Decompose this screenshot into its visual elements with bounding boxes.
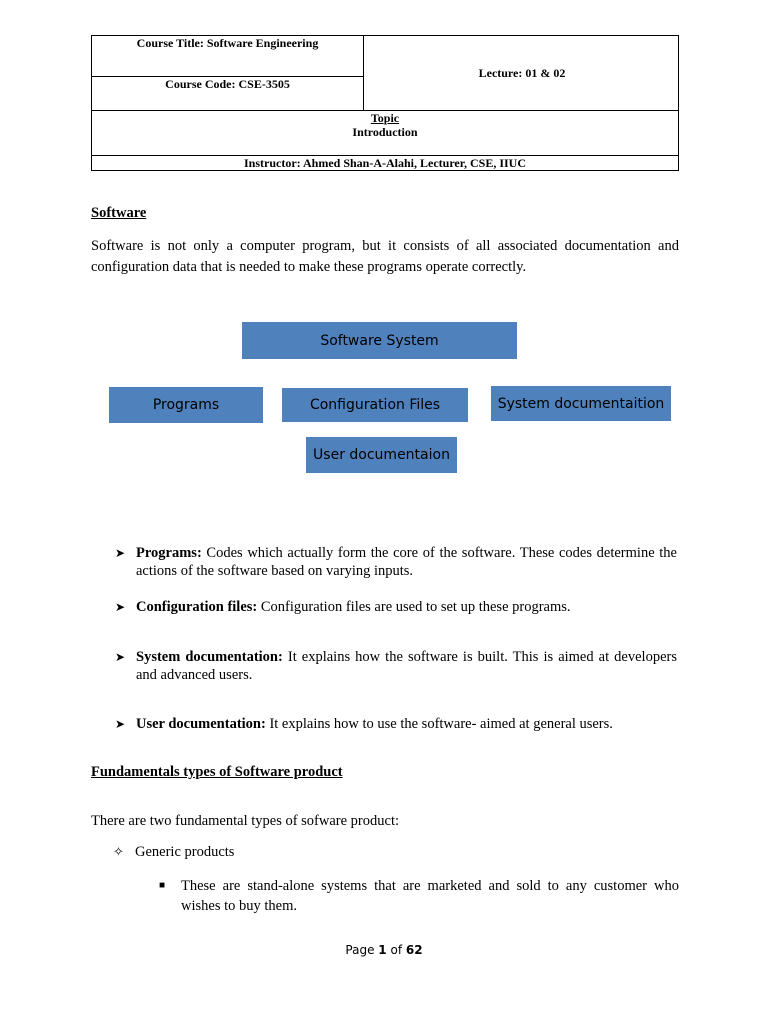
section-heading-software: Software bbox=[91, 205, 147, 221]
bullet-text: Configuration files are used to set up these programs. bbox=[257, 599, 571, 615]
bullet-term: User documentation: bbox=[136, 716, 266, 732]
fundamentals-intro: There are two fundamental types of sofware product: bbox=[91, 813, 400, 829]
course-code: Course Code: CSE-3505 bbox=[165, 77, 290, 91]
diagram-box-system-documentation: System documentaition bbox=[491, 386, 671, 421]
topic-value: Introduction bbox=[352, 125, 418, 139]
arrow-bullet-icon: ➤ bbox=[115, 717, 126, 731]
diagram-box-configuration-files: Configuration Files bbox=[282, 388, 468, 422]
software-definition: Software is not only a computer program, but it consists of all associated documentation and configuration data that is needed to make these programs operate correctly. bbox=[91, 238, 679, 275]
arrow-bullet-icon: ➤ bbox=[115, 650, 126, 664]
bullet-term: System documentation: bbox=[136, 649, 283, 665]
page-footer bbox=[0, 943, 768, 957]
bullet-term: Programs: bbox=[136, 545, 202, 561]
bullet-text: Codes which actually form the core of the software. These codes determine the actions of the software based on varying inputs. bbox=[136, 545, 677, 579]
lecture-number: Lecture: 01 & 02 bbox=[478, 66, 566, 80]
bullet-text: It explains how to use the software- aimed at general users. bbox=[265, 716, 613, 732]
generic-products-description: These are stand-alone systems that are marketed and sold to any customer who wishes to buy them. bbox=[181, 878, 679, 914]
course-header-table bbox=[91, 35, 679, 171]
of-label: of bbox=[390, 943, 403, 957]
arrow-bullet-icon: ➤ bbox=[115, 600, 126, 614]
page-total: 62 bbox=[405, 943, 423, 957]
diagram-box-user-documentation: User documentaion bbox=[306, 437, 457, 473]
list-item bbox=[113, 843, 235, 862]
section-heading-fundamentals: Fundamentals types of Software product bbox=[91, 764, 343, 780]
bullet-text: It explains how the software is built. This is aimed at developers and advanced users. bbox=[136, 649, 677, 683]
course-title: Course Title: Software Engineering bbox=[136, 36, 319, 50]
instructor: Instructor: Ahmed Shan-A-Alahi, Lecturer, CSE, IIUC bbox=[243, 156, 527, 170]
diagram-box-programs: Programs bbox=[109, 387, 263, 423]
diagram-box-software-system: Software System bbox=[242, 322, 517, 359]
topic-label: Topic bbox=[370, 111, 400, 125]
square-bullet-icon: ■ bbox=[159, 880, 166, 891]
generic-products-label: Generic products bbox=[135, 844, 235, 860]
page-number: 1 bbox=[378, 943, 387, 957]
bullet-term: Configuration files: bbox=[136, 599, 258, 615]
page-label: Page bbox=[345, 943, 375, 957]
list-item bbox=[159, 876, 679, 916]
arrow-bullet-icon: ➤ bbox=[115, 546, 126, 560]
diamond-star-bullet-icon: ✧ bbox=[113, 845, 124, 860]
